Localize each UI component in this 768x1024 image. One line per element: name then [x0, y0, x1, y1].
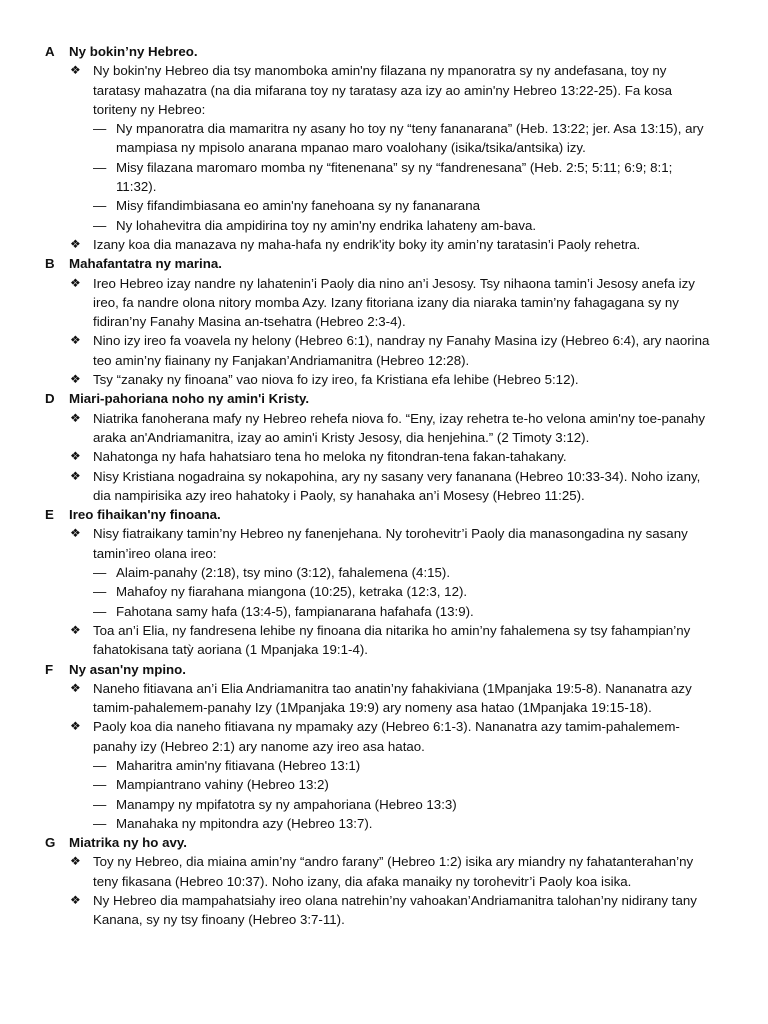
diamond-bullet-icon: ❖ [70, 410, 81, 425]
sub-list-item [0, 795, 768, 814]
diamond-bullet-icon: ❖ [70, 622, 81, 637]
list-item-text: Nisy Kristiana nogadraina sy nokapohina, ary ny sasany very fananana (Hebreo 10:33-34). Noho izany, dia nampirisika azy ireo hahatoky i Paoly, sy hanahaka an’i Mosesy (Hebreo 11:25). [93, 468, 701, 503]
list-item-text: Mahafoy ny fiarahana miangona (10:25), ketraka (12:3, 12). [116, 584, 468, 600]
list-item-text: Izany koa dia manazava ny maha-hafa ny endrik'ity boky ity amin’ny taratasin’i Paoly rehetra. [93, 236, 641, 252]
dash-icon: — [93, 757, 107, 773]
list-item-text: Misy fifandimbiasana eo amin'ny fanehoana sy ny fananarana [116, 198, 480, 214]
section-heading [0, 254, 768, 273]
bullet-list-item [0, 370, 768, 389]
section-heading [0, 660, 768, 679]
dash-icon: — [93, 217, 107, 233]
bullet-list-item [0, 891, 768, 930]
bullet-list-item [0, 717, 768, 756]
section-title: Miari-pahoriana noho ny amin'i Kristy. [69, 391, 310, 407]
list-item-text: Misy filazana maromaro momba ny “fitenenana” sy ny “fandrenesana” (Heb. 2:5; 5:11; 6:9; 8:1; 11:32). [116, 159, 673, 195]
section-title: Ny asan'ny mpino. [69, 661, 186, 677]
list-item-text: Nisy fiatraikany tamin’ny Hebreo ny fanenjehana. Ny torohevitr’i Paoly dia manasongadina ny sasany tamin’ireo olana ireo: [93, 526, 688, 561]
section-title: Mahafantatra ny marina. [69, 256, 222, 272]
dash-icon: — [93, 121, 107, 137]
diamond-bullet-icon: ❖ [70, 719, 81, 734]
dash-icon: — [93, 777, 107, 793]
list-item-text: Toa an’i Elia, ny fandresena lehibe ny finoana dia nitarika ho amin’ny fahalemena sy tsy fahampian’ny fahatokisana tatỳ aoriana (1 Mpanjaka 19:1-4). [93, 622, 691, 658]
bullet-list-item [0, 621, 768, 660]
section-5 [0, 833, 768, 929]
list-item-text: Manampy ny mpifatotra sy ny ampahoriana (Hebreo 13:3) [116, 796, 457, 812]
list-item-text: Mampiantrano vahiny (Hebreo 13:2) [116, 777, 329, 793]
sub-list-item [0, 216, 768, 235]
section-heading [0, 833, 768, 852]
list-item-text: Naneho fitiavana an’i Elia Andriamanitra tao anatin’ny fahakiviana (1Mpanjaka 19:5-8). Nananatra azy tamim-pahalemem-panahy Izy (1Mpanjaka 19:9) ary nomeny asa hatao (1Mpanjaka 19:15-18). [93, 680, 692, 716]
diamond-bullet-icon: ❖ [70, 854, 81, 869]
section-title: Ny bokin’ny Hebreo. [69, 44, 198, 59]
list-item-text: Niatrika fanoherana mafy ny Hebreo rehefa niova fo. “Eny, izay rehetra te-ho velona amin'ny toe-panahy araka an'Andriamanitra, izay ao amin'i Kristy Jesosy, dia henjehina.” (2 Timoty 3:12). [93, 410, 706, 445]
list-item-text: Manahaka ny mpitondra azy (Hebreo 13:7). [116, 815, 373, 831]
list-item-text: Paoly koa dia naneho fitiavana ny mpamaky azy (Hebreo 6:1-3). Nananatra azy tamim-pahalemem-panahy izy (Hebreo 2:1) ary nanome azy ireo asa hatao. [93, 719, 680, 754]
section-letter: D [45, 391, 55, 407]
dash-icon: — [93, 796, 107, 812]
bullet-list-item [0, 61, 768, 119]
dash-icon: — [93, 815, 107, 831]
bullet-list-item [0, 409, 768, 448]
dash-icon: — [93, 159, 107, 175]
dash-icon: — [93, 603, 107, 619]
section-letter: G [45, 835, 56, 851]
diamond-bullet-icon: ❖ [70, 333, 81, 348]
diamond-bullet-icon: ❖ [70, 63, 81, 78]
sub-list-item [0, 814, 768, 833]
section-heading [0, 505, 768, 524]
dash-icon: — [93, 565, 107, 581]
diamond-bullet-icon: ❖ [70, 449, 81, 464]
bullet-list-item [0, 235, 768, 254]
bullet-list-item [0, 274, 768, 332]
section-1 [0, 254, 768, 389]
dash-icon: — [93, 198, 107, 214]
list-item-text: Ny mpanoratra dia mamaritra ny asany ho toy ny “teny fananarana” (Heb. 13:22; jer. Asa 13:15), ary mampiasa ny mpisolo anarana mpanao maro voalohany (isika/tsika/antsika) izy. [116, 121, 704, 156]
section-2 [0, 389, 768, 505]
bullet-list-item [0, 331, 768, 370]
list-item-text: Fahotana samy hafa (13:4-5), fampianarana hafahafa (13:9). [116, 603, 474, 619]
sub-list-item [0, 563, 768, 582]
list-item-text: Toy ny Hebreo, dia miaina amin’ny “andro farany” (Hebreo 1:2) isika ary miandry ny fahatanterahan’ny teny fikasana (Hebreo 10:37). Noho izany, dia afaka manaiky ny torohevitr’i Paoly koa isika. [93, 854, 694, 889]
diamond-bullet-icon: ❖ [70, 526, 81, 541]
bullet-list-item [0, 852, 768, 891]
bullet-list-item [0, 524, 768, 563]
section-heading [0, 42, 768, 61]
list-item-text: Ny lohahevitra dia ampidirina toy ny amin'ny endrika lahateny am-bava. [116, 217, 537, 233]
section-letter: F [45, 661, 54, 677]
document-page [0, 42, 768, 930]
bullet-list-item [0, 467, 768, 506]
list-item-text: Tsy “zanaky ny finoana” vao niova fo izy ireo, fa Kristiana efa lehibe (Hebreo 5:12). [93, 372, 579, 388]
diamond-bullet-icon: ❖ [70, 680, 81, 695]
diamond-bullet-icon: ❖ [70, 893, 81, 908]
bullet-list-item [0, 447, 768, 466]
section-letter: E [45, 507, 54, 523]
list-item-text: Ny Hebreo dia mampahatsiahy ireo olana natrehin’ny vahoakan’Andriamanitra talohan’ny nidirany tany Kanana, sy ny tsy finoany (Hebreo 3:7-11). [93, 893, 697, 928]
bullet-list-item [0, 679, 768, 718]
sub-list-item [0, 756, 768, 775]
section-0 [0, 42, 768, 254]
diamond-bullet-icon: ❖ [70, 372, 81, 387]
section-title: Ireo fihaikan'ny finoana. [69, 507, 221, 523]
section-letter: B [45, 256, 55, 272]
section-title: Miatrika ny ho avy. [69, 835, 187, 851]
section-4 [0, 660, 768, 834]
list-item-text: Ireo Hebreo izay nandre ny lahatenin’i Paoly dia nino an’i Jesosy. Tsy nihaona tamin’i Jesosy anefa izy ireo, fa nandre olona nitory momba Azy. Izany fitoriana izany dia niaraka tamin’ny fahagagana sy ny fidiran’ny Fanahy Masina an-tsehatra (Hebreo 2:3-4). [93, 275, 695, 330]
list-item-text: Maharitra amin'ny fitiavana (Hebreo 13:1) [116, 757, 361, 773]
diamond-bullet-icon: ❖ [70, 468, 81, 483]
section-3 [0, 505, 768, 659]
list-item-text: Nahatonga ny hafa hahatsiaro tena ho meloka ny fitondran-tena fakan-tahakany. [93, 449, 567, 465]
list-item-text: Nino izy ireo fa voavela ny helony (Hebreo 6:1), nandray ny Fanahy Masina izy (Hebreo 6:4), ary naorina teo amin’ny fiainany ny Fanjakan’Andriamanitra (Hebreo 12:28). [93, 333, 710, 368]
section-heading [0, 389, 768, 408]
sub-list-item [0, 602, 768, 621]
list-item-text: Ny bokin'ny Hebreo dia tsy manomboka amin'ny filazana ny mpanoratra sy ny andefasana, toy ny taratasy mahazatra (na dia mifarana toy ny taratasy aza izy ao amin'ny Hebreo 13:22-25). Fa kosa toriteny ny Hebreo: [93, 63, 673, 117]
sub-list-item [0, 775, 768, 794]
sub-list-item [0, 119, 768, 158]
section-letter: A [45, 44, 55, 59]
sub-list-item [0, 196, 768, 215]
sub-list-item [0, 158, 768, 197]
diamond-bullet-icon: ❖ [70, 236, 81, 251]
list-item-text: Alaim-panahy (2:18), tsy mino (3:12), fahalemena (4:15). [116, 565, 451, 581]
sub-list-item [0, 582, 768, 601]
dash-icon: — [93, 584, 107, 600]
diamond-bullet-icon: ❖ [70, 275, 81, 290]
